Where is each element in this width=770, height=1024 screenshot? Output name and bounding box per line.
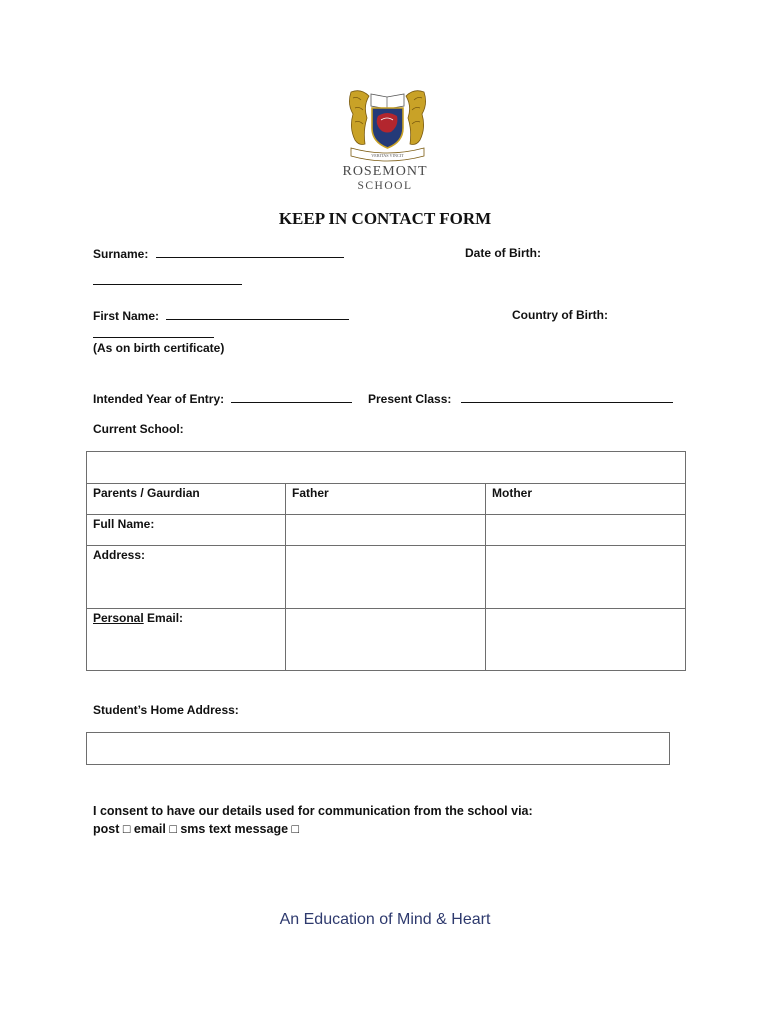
father-full-name-field[interactable] xyxy=(286,515,486,546)
first-name-row xyxy=(93,308,349,323)
country-of-birth-field[interactable] xyxy=(93,337,214,338)
intended-year-field[interactable] xyxy=(231,391,352,403)
table-row xyxy=(87,546,686,609)
consent-options[interactable]: post □ email □ sms text message □ xyxy=(93,822,300,836)
first-name-field[interactable] xyxy=(166,308,349,320)
consent-line-1: I consent to have our details used for communication from the school via: xyxy=(93,804,533,818)
intended-year-row xyxy=(93,391,352,406)
current-school-row xyxy=(87,452,686,484)
school-name: ROSEMONT xyxy=(342,164,428,179)
country-of-birth-label: Country of Birth: xyxy=(512,308,608,322)
form-title: KEEP IN CONTACT FORM xyxy=(278,209,492,228)
surname-field[interactable] xyxy=(156,246,344,258)
email-label-prefix: Personal xyxy=(93,611,144,625)
table-row xyxy=(87,609,686,671)
school-motto: An Education of Mind & Heart xyxy=(279,911,491,928)
present-class-row xyxy=(368,391,673,406)
home-address-field[interactable] xyxy=(86,732,670,765)
surname-label: Surname: xyxy=(93,247,149,261)
mother-email-field[interactable] xyxy=(486,609,686,671)
row-full-name-label: Full Name: xyxy=(87,515,286,546)
table-row xyxy=(87,515,686,546)
row-address-label: Address: xyxy=(87,546,286,609)
school-name-subtitle: SCHOOL xyxy=(357,180,413,192)
crest-motto: VERITAS VINCIT xyxy=(371,153,404,158)
father-address-field[interactable] xyxy=(286,546,486,609)
current-school-field[interactable] xyxy=(87,452,686,484)
birth-certificate-note: (As on birth certificate) xyxy=(93,341,225,355)
email-label-suffix: Email: xyxy=(143,611,184,625)
father-email-field[interactable] xyxy=(286,609,486,671)
mother-address-field[interactable] xyxy=(486,546,686,609)
surname-row xyxy=(93,246,344,261)
intended-year-label: Intended Year of Entry: xyxy=(93,392,225,406)
header-mother: Mother xyxy=(486,484,686,515)
current-school-label: Current School: xyxy=(93,422,184,436)
first-name-label: First Name: xyxy=(93,309,160,323)
header-father: Father xyxy=(286,484,486,515)
parents-table xyxy=(86,451,686,671)
school-crest-icon xyxy=(345,84,430,164)
date-of-birth-label: Date of Birth: xyxy=(465,246,541,260)
row-email-label xyxy=(87,609,286,671)
home-address-label: Student’s Home Address: xyxy=(93,703,239,717)
present-class-label: Present Class: xyxy=(368,392,452,406)
present-class-field[interactable] xyxy=(461,391,673,403)
mother-full-name-field[interactable] xyxy=(486,515,686,546)
date-of-birth-field[interactable] xyxy=(93,284,242,285)
table-header-row xyxy=(87,484,686,515)
header-parents-guardian: Parents / Gaurdian xyxy=(87,484,286,515)
